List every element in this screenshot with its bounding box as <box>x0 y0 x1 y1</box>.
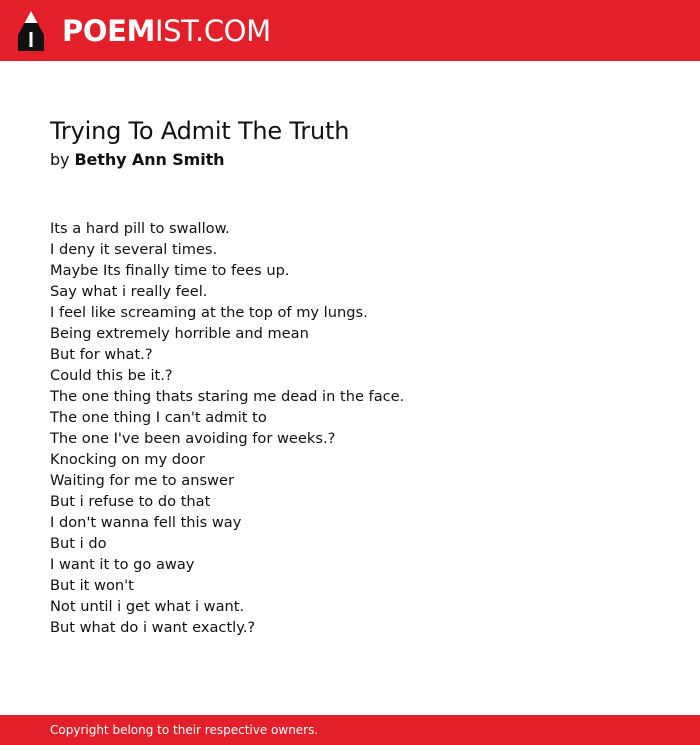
poem-line: Say what i really feel. <box>50 283 208 300</box>
poem-byline <box>50 149 650 171</box>
site-footer <box>0 715 700 745</box>
poem-line: Waiting for me to answer <box>50 472 234 489</box>
copyright-text: Copyright belong to their respective owners. <box>50 723 319 737</box>
poem-title: Trying To Admit The Truth <box>50 117 350 145</box>
poem-line: Could this be it.? <box>50 367 173 384</box>
logo-strong-text: POEM <box>62 14 155 48</box>
poem-line: But it won't <box>50 577 134 594</box>
poem-line: I deny it several times. <box>50 241 218 258</box>
poem-line: But i refuse to do that <box>50 493 211 510</box>
poem-line: But what do i want exactly.? <box>50 619 256 636</box>
poem-line: Knocking on my door <box>50 451 205 468</box>
logo-light-text: IST.COM <box>154 14 271 48</box>
poem-line: Being extremely horrible and mean <box>50 325 309 342</box>
pen-nib-icon <box>17 10 45 52</box>
poem-content <box>50 115 650 638</box>
poem-line: Maybe Its finally time to fees up. <box>50 262 290 279</box>
poem-text <box>50 218 650 638</box>
poem-line: The one I've been avoiding for weeks.? <box>50 430 336 447</box>
poem-line: The one thing I can't admit to <box>50 409 267 426</box>
poem-author: Bethy Ann Smith <box>74 150 225 169</box>
poem-line: But for what.? <box>50 346 153 363</box>
site-logo[interactable] <box>62 14 271 48</box>
poem-line: I don't wanna fell this way <box>50 514 242 531</box>
poem-line: I feel like screaming at the top of my lungs. <box>50 304 368 321</box>
poem-line: Not until i get what i want. <box>50 598 245 615</box>
poem-line: I want it to go away <box>50 556 195 573</box>
poem-line: Its a hard pill to swallow. <box>50 220 230 237</box>
poem-line: But i do <box>50 535 107 552</box>
by-label: by <box>50 150 70 169</box>
site-header <box>0 0 700 61</box>
poem-line: The one thing thats staring me dead in the face. <box>50 388 405 405</box>
